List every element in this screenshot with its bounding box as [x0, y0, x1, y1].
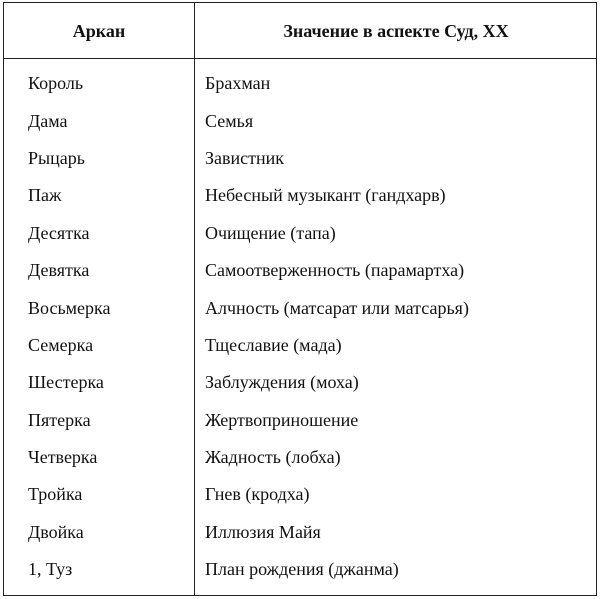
table-row [4, 551, 596, 588]
cell-arcan: Тройка [28, 484, 83, 505]
header-meaning: Значение в аспекте Суд, XX [283, 20, 509, 41]
cell-meaning: Брахман [205, 73, 271, 94]
cell-meaning: Небесный музыкант (гандхарв) [205, 185, 446, 206]
cell-meaning: Заблуждения (моха) [205, 372, 359, 393]
cell-meaning: Завистник [205, 147, 285, 168]
table-row [4, 289, 596, 326]
table-row [4, 215, 596, 252]
cell-arcan: 1, Туз [28, 559, 73, 580]
arcana-table [3, 2, 597, 596]
cell-meaning: Жадность (лобха) [205, 447, 341, 468]
cell-meaning: Семья [205, 110, 254, 131]
cell-arcan: Семерка [28, 334, 94, 355]
cell-meaning: Тщеславие (мада) [205, 334, 342, 355]
table-row [4, 364, 596, 401]
cell-arcan: Паж [28, 185, 62, 206]
cell-meaning: Очищение (тапа) [205, 222, 336, 243]
table-row [4, 177, 596, 214]
cell-arcan: Дама [28, 110, 68, 131]
cell-arcan: Король [28, 73, 84, 94]
table-header [4, 3, 596, 59]
cell-meaning: Алчность (матсарат или матсарья) [205, 297, 469, 318]
table-row [4, 327, 596, 364]
table-row [4, 140, 596, 177]
cell-arcan: Пятерка [28, 409, 91, 430]
cell-arcan: Шестерка [28, 372, 104, 393]
table-body [4, 65, 596, 588]
table-row [4, 252, 596, 289]
cell-arcan: Десятка [28, 222, 90, 243]
table-row [4, 439, 596, 476]
cell-arcan: Девятка [28, 260, 90, 281]
header-arcan: Аркан [72, 20, 126, 41]
table-row [4, 65, 596, 102]
cell-arcan: Четверка [28, 447, 98, 468]
table-row [4, 102, 596, 139]
cell-meaning: План рождения (джанма) [205, 559, 399, 580]
cell-arcan: Восьмерка [28, 297, 111, 318]
cell-meaning: Самоотверженность (парамартха) [205, 260, 465, 281]
cell-meaning: Иллюзия Майя [205, 521, 321, 542]
table-row [4, 402, 596, 439]
cell-arcan: Рыцарь [28, 147, 85, 168]
cell-meaning: Жертвоприношение [205, 409, 359, 430]
table-row [4, 514, 596, 551]
table-row [4, 476, 596, 513]
cell-arcan: Двойка [28, 521, 84, 542]
cell-meaning: Гнев (кродха) [205, 484, 310, 505]
